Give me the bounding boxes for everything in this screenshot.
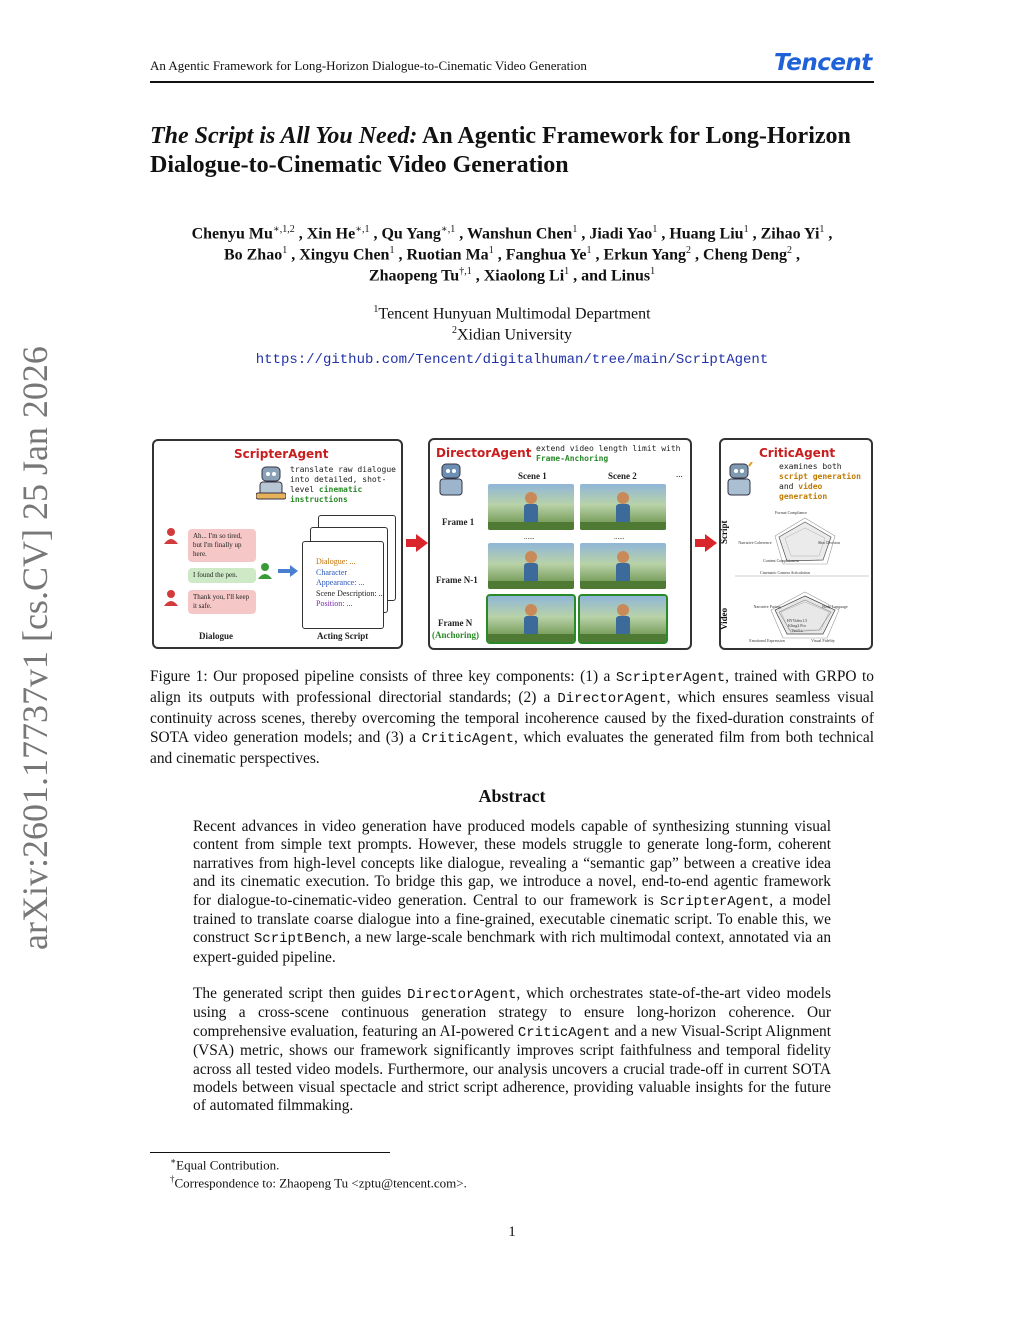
- flow-arrow-2: [705, 534, 717, 552]
- anchoring-label: (Anchoring): [432, 630, 479, 640]
- video-frame-thumbnail: [488, 543, 574, 589]
- author-affiliation-sup: 1: [572, 224, 578, 235]
- author-name: Zhaopeng Tu: [368, 267, 460, 285]
- video-frame-thumbnail: [580, 484, 666, 530]
- frame-n-label: Frame N: [438, 618, 473, 628]
- video-frame-thumbnail: [488, 484, 574, 530]
- video-frame-thumbnail: [488, 596, 574, 642]
- radar-axis-label: Visual Fidelity: [811, 638, 835, 643]
- abstract-paragraph-2: [193, 985, 831, 1116]
- author-affiliation-sup: 2: [787, 245, 793, 256]
- arxiv-stamp: arXiv:2601.17737v1 [cs.CV] 25 Jan 2026: [15, 346, 55, 950]
- scene-2-label: Scene 2: [608, 471, 637, 481]
- flow-arrow-1: [416, 534, 428, 552]
- scene-more-label: ...: [676, 469, 683, 479]
- abstract-p2-a: The generated script then guides: [193, 985, 408, 1002]
- abstract-code-director: DirectorAgent: [407, 987, 517, 1003]
- caption-code-director: DirectorAgent: [557, 691, 667, 707]
- director-panel: [428, 438, 692, 650]
- author-name: Qu Yang: [381, 225, 441, 243]
- caption-code-scripter: ScripterAgent: [615, 670, 726, 686]
- critic-robot-icon: [725, 462, 753, 498]
- footnote-rule: [150, 1152, 390, 1153]
- radar-axis-label: Body Language: [822, 604, 848, 609]
- critic-title: CriticAgent: [759, 446, 836, 460]
- repo-link[interactable]: https://github.com/Tencent/digitalhuman/tree/main/ScriptAgent: [255, 352, 769, 368]
- author-affiliation-sup: 2: [686, 245, 692, 256]
- critic-desc-video: video generation: [779, 482, 828, 501]
- tencent-logo: Tencent: [774, 50, 872, 76]
- caption-part-4: , which evaluates the generated film from both technical and cinematic perspectives.: [150, 729, 874, 767]
- critic-label-script: Script: [719, 520, 729, 544]
- author-name: Bo Zhao: [223, 246, 283, 264]
- caption-part-2: , trained with GRPO to align its outputs with professional directorial standards; (2) a: [150, 668, 874, 706]
- author-affiliation-sup: 1: [586, 245, 592, 256]
- author-affiliation-sup: ∗,1,2: [272, 224, 295, 235]
- author-name: Jiadi Yao: [589, 225, 653, 243]
- authors-line-2: Bo Zhao$^1$ , Xingyu Chen$^1$ , Ruotian Ma$^1$ , Fanghua Ye$^1$ , Erkun Yang$^2$ , Cheng Deng$^2$ ,: [223, 245, 801, 264]
- header-rule: [150, 81, 874, 83]
- critic-description: [779, 462, 871, 502]
- abstract-paragraph-1: [193, 818, 831, 967]
- radar-axis-label: Cinematic Camera Articulation: [760, 570, 810, 575]
- page-number: 1: [508, 1224, 516, 1240]
- authors-line-3: Zhaopeng $Tu^{\dagger,1}$ , Xiaolong Li$^1$ , and Linus$^1$: [368, 266, 656, 285]
- label-dialogue: Dialogue: [199, 631, 234, 641]
- author-name: Xingyu Chen: [299, 246, 390, 264]
- radar-chart-video: [771, 592, 839, 638]
- label-acting-script: Acting Script: [317, 631, 369, 641]
- author-affiliation-sup: 1: [564, 266, 570, 277]
- radar-axis-label: Format Compliance: [775, 510, 807, 515]
- affiliation-2: [100, 325, 924, 344]
- radar-axis-label: Narrative Pacing: [753, 604, 781, 609]
- author-affiliation-sup: †,1: [459, 266, 472, 277]
- running-title: An Agentic Framework for Long-Horizon Dialogue-to-Cinematic Video Generation: [150, 58, 587, 73]
- abstract-code-critic: CriticAgent: [517, 1024, 611, 1041]
- video-frame-thumbnail: [580, 596, 666, 642]
- critic-label-video: Video: [719, 607, 729, 630]
- title-italic-part: The Script is All You Need:: [150, 123, 418, 149]
- affiliation-1: [100, 304, 924, 323]
- figure-1: [152, 437, 873, 649]
- footnote-1-sup: ∗: [170, 1156, 177, 1166]
- figure-caption: [150, 667, 874, 768]
- script-fields: [316, 557, 386, 610]
- footnote-2-text: Correspondence to: Zhaopeng Tu <zptu@tencent.com>.: [174, 1175, 467, 1191]
- caption-part-3: , which ensures seamless visual continuity across scenes, thereby overcoming the temporal incoherence caused by the fixed-duration constraints of SOTA video generation models; and (3) a: [150, 689, 875, 746]
- frames-dots-2: ......: [614, 533, 625, 541]
- dialogue-bubble-3: Thank you, I'll keep it safe.: [188, 590, 256, 614]
- affiliation-1-text: Tencent Hunyuan Multimodal Department: [378, 305, 651, 323]
- script-field-character: Character Appearance: ...: [316, 567, 365, 587]
- frame-n1-label: Frame N-1: [436, 575, 478, 585]
- radar-axis-label: Kling2.Pro: [788, 623, 806, 628]
- speaker-green-icon: [256, 562, 274, 580]
- radar-axis-label: Emotional Expression: [749, 638, 785, 643]
- author-name: Zihao Yi: [760, 225, 820, 243]
- radar-axis-label: Narrative Coherence: [738, 540, 772, 545]
- arrow-right-icon: [278, 565, 298, 577]
- frame-1-label: Frame 1: [442, 517, 475, 527]
- abstract-heading: Abstract: [478, 786, 546, 806]
- scripter-title: ScripterAgent: [234, 447, 329, 461]
- caption-code-critic: CriticAgent: [421, 731, 515, 747]
- footnote-1: [170, 1156, 279, 1173]
- radar-axis-label: HYVideo1.5: [786, 618, 808, 623]
- speaker-red-icon: [162, 527, 180, 545]
- caption-part-1: Figure 1: Our proposed pipeline consists of three key components: (1) a: [150, 668, 616, 685]
- author-name: Xiaolong Li: [483, 267, 565, 285]
- authors-line-1: Chenyu $Mu^{∗,1,2}$ , Xin $He^{∗,1}$ , Qu Yang$^{∗,1}$ , Wanshun Chen$^1$ , Jiadi Yao$^1$ , Huang Liu$^1$ , Zihao Yi$^1$ ,: [191, 224, 833, 243]
- director-note: [536, 444, 686, 464]
- author-affiliation-sup: 1: [819, 224, 825, 235]
- script-field-dialogue: Dialogue: ...: [316, 557, 356, 566]
- footnote-1-text: Equal Contribution.: [176, 1157, 280, 1173]
- dialogue-bubble-2: I found the pen.: [188, 568, 256, 583]
- abstract-code-scriptbench: ScriptBench: [253, 931, 347, 948]
- abstract-p1-a: Recent advances in video generation have produced models capable of synthesizing stunning visual content from simple text prompts. However, these models struggle to generate long-form, coherent narratives from high-level concepts like dialogue, revealing a “semantic gap” between a creative idea and its cinematic execution. To bridge this gap, we introduce a novel, end-to-end agentic framework for dialogue-to-cinematic-video generation. Central to our framework is: [193, 818, 831, 909]
- abstract-p2-c: and a new Visual-Script Alignment (VSA) metric, shows our framework significantly improves script faithfulness and temporal fidelity across all tested video models. Furthermore, our analysis uncovers a crucial trade-off in current SOTA models between visual spectacle and strict script adherence, providing valuable insights for the future of automated filmmaking.: [193, 1022, 832, 1115]
- abstract-p1-c: , a new large-scale benchmark with rich multimodal context, annotated via an expert-guided pipeline.: [193, 929, 832, 966]
- critic-desc-plain-2: and: [779, 482, 794, 491]
- author-name: Xin He: [306, 225, 356, 243]
- script-field-scene: Scene Description: ...: [316, 588, 385, 598]
- scripter-desc-green: cinematic instructions: [290, 485, 363, 504]
- director-note-green: Frame-Anchoring: [536, 454, 609, 463]
- scripter-robot-icon: [256, 465, 286, 501]
- author-name: Fanghua Ye: [505, 246, 587, 264]
- director-note-plain: extend video length limit with: [536, 444, 681, 453]
- author-affiliation-sup: 1: [389, 245, 395, 256]
- abstract-p2-b: , which orchestrates state-of-the-art video models using a cross-scene continuous generation strategy to ensure long-horizon coherence. Our comprehensive evaluation, featuring an AI-powered: [193, 985, 831, 1040]
- author-name: Chenyu Mu: [191, 225, 273, 243]
- author-name: Huang Liu: [669, 225, 744, 243]
- director-robot-icon: [436, 462, 466, 498]
- author-name: Erkun Yang: [603, 246, 687, 264]
- script-field-position: Position: ...: [316, 599, 353, 608]
- critic-desc-script: script generation: [779, 472, 861, 481]
- frames-dots-1: ......: [524, 533, 535, 541]
- speaker-red-icon-2: [162, 589, 180, 607]
- paper-title: [150, 122, 880, 180]
- author-affiliation-sup: 1: [650, 266, 656, 277]
- footnote-2-sup: †: [170, 1174, 175, 1184]
- scripter-panel: [152, 439, 403, 649]
- radar-axis-label: Shot Division: [817, 540, 841, 545]
- dialogue-bubble-1: Ah... I'm so tired, but I'm finally up here.: [188, 529, 256, 562]
- abstract-code-scripter: ScripterAgent: [660, 893, 770, 910]
- affiliation-1-sup: 1: [373, 304, 379, 315]
- video-frame-thumbnail: [580, 543, 666, 589]
- author-affiliation-sup: 1: [652, 224, 658, 235]
- footnote-2: [170, 1174, 467, 1191]
- critic-desc-plain-1: examines both: [779, 462, 842, 471]
- critic-panel: [719, 438, 873, 650]
- director-title: DirectorAgent: [436, 446, 532, 460]
- author-name: Wanshun Chen: [466, 225, 573, 243]
- radar-axis-label: Veo3.x: [791, 628, 803, 633]
- affiliation-2-sup: 2: [451, 325, 457, 336]
- abstract-p1-b: , a model trained to translate coarse dialogue into a fine-grained, executable cinematic script. To enable this, we construct: [193, 891, 832, 947]
- author-affiliation-sup: 1: [488, 245, 494, 256]
- scene-1-label: Scene 1: [518, 471, 547, 481]
- author-name: Ruotian Ma: [406, 246, 489, 264]
- scripter-description: [290, 465, 398, 505]
- title-line2: Dialogue-to-Cinematic Video Generation: [150, 152, 569, 178]
- title-rest-part: An Agentic Framework for Long-Horizon: [417, 123, 851, 149]
- affiliation-2-text: Xidian University: [456, 326, 573, 344]
- radar-axis-label: Content Completeness: [762, 558, 800, 563]
- author-name: Cheng Deng: [703, 246, 788, 264]
- author-affiliation-sup: 1: [282, 245, 288, 256]
- author-name: and Linus: [581, 267, 651, 285]
- author-affiliation-sup: ∗,1: [440, 224, 456, 235]
- scripter-desc-plain: translate raw dialogue into detailed, shot-level: [290, 465, 396, 494]
- author-affiliation-sup: ∗,1: [355, 224, 370, 235]
- author-affiliation-sup: 1: [743, 224, 749, 235]
